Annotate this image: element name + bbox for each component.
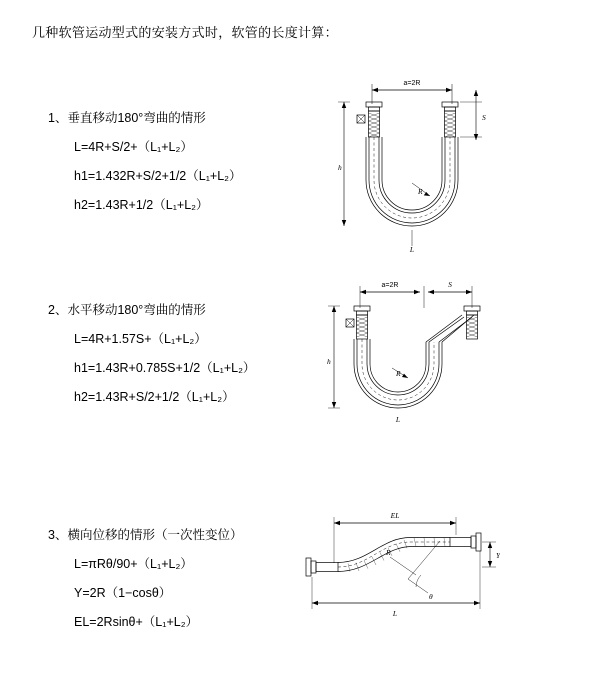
fig3-length-label: L — [392, 609, 398, 618]
fig1-height-label: h — [338, 163, 342, 172]
fig3-radius-label: R — [386, 548, 391, 557]
fig2-top-dim-label: a=2R — [381, 282, 399, 289]
section-2-formula-3: h2=1.43R+S/2+1/2（L₁+L₂） — [74, 390, 235, 404]
section-3-formula-2: Y=2R（1−cosθ） — [74, 586, 172, 600]
section-2-formula-1: L=4R+1.57S+（L₁+L₂） — [74, 332, 207, 346]
page-title: 几种软管运动型式的安装方式时，软管的长度计算： — [32, 25, 338, 40]
section-3-formula-3: EL=2Rsinθ+（L₁+L₂） — [74, 615, 199, 629]
section-3-text — [48, 525, 308, 641]
section-1-title: 1、垂直移动180°弯曲的情形 — [48, 111, 206, 125]
fig1-top-dim-label: a=2R — [403, 80, 421, 87]
section-1-formula-2: h1=1.432R+S/2+1/2（L₁+L₂） — [74, 169, 242, 183]
horizontal-180-bend-diagram — [300, 272, 500, 447]
section-1-formula-1: L=4R+S/2+（L₁+L₂） — [74, 140, 193, 154]
section-3-title: 3、横向位移的情形（一次性变位） — [48, 528, 243, 542]
vertical-180-bend-diagram — [300, 70, 500, 290]
fig1-s-label: S — [482, 113, 486, 122]
fig3-offset-label: Y — [496, 551, 500, 560]
fig3-angle-label: θ — [429, 592, 433, 601]
fig1-radius-label: R — [418, 187, 423, 196]
section-2-title: 2、水平移动180°弯曲的情形 — [48, 303, 206, 317]
lateral-offset-diagram — [290, 503, 500, 643]
section-2-formula-2: h1=1.43R+0.785S+1/2（L₁+L₂） — [74, 361, 256, 375]
section-2-text — [48, 300, 308, 416]
fig1-length-label: L — [409, 245, 415, 254]
section-1-text — [48, 108, 308, 224]
fig2-radius-label: R — [396, 369, 401, 378]
section-1-formula-3: h2=1.43R+1/2（L₁+L₂） — [74, 198, 209, 212]
fig2-height-label: h — [327, 357, 331, 366]
fig2-length-label: L — [395, 415, 401, 424]
fig3-el-label: EL — [390, 511, 400, 520]
section-3-formula-1: L=πRθ/90+（L₁+L₂） — [74, 557, 193, 571]
fig2-s-label: S — [448, 280, 452, 289]
